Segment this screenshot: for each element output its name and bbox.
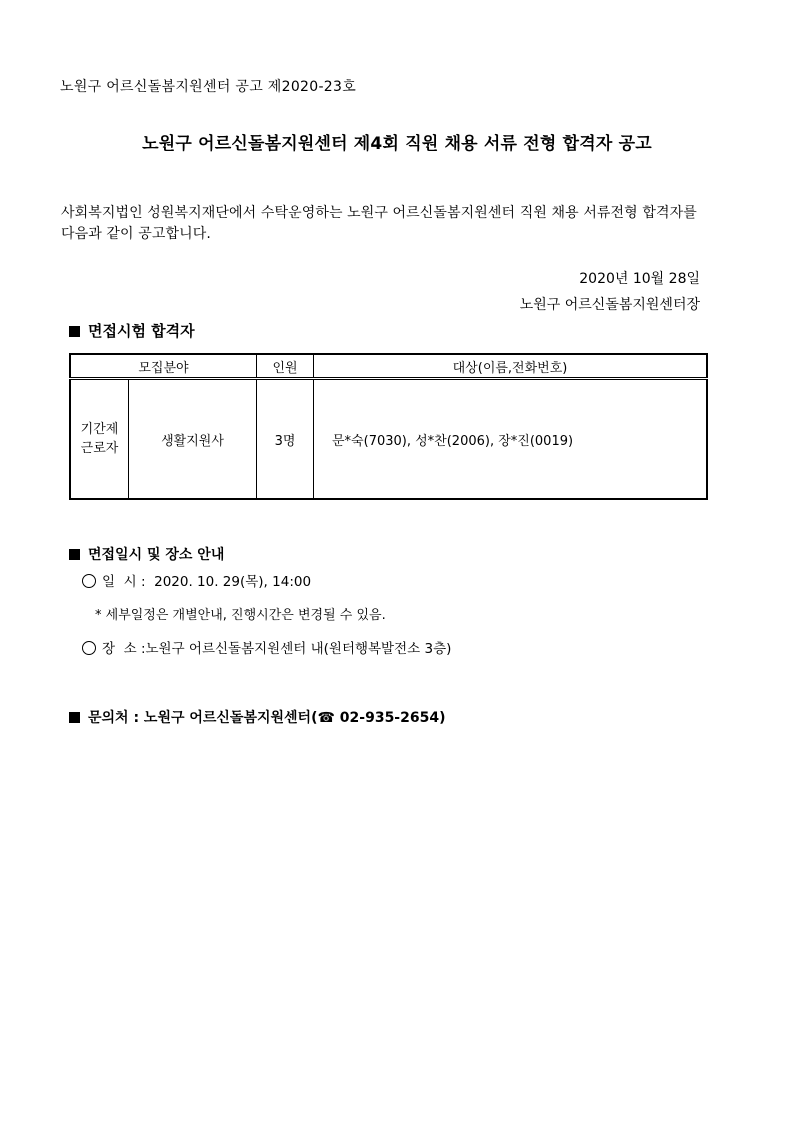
place-value: 노원구 어르신돌봄지원센터 내(원터행복발전소 3층)	[145, 641, 452, 657]
table-header-cell: 모집분야	[70, 354, 257, 379]
circle-bullet-icon	[82, 641, 96, 655]
schedule-note: * 세부일정은 개별안내, 진행시간은 변경될 수 있음.	[95, 608, 386, 623]
interview-place	[82, 637, 451, 657]
table-header-row	[70, 354, 707, 379]
position-cell: 생활지원사	[129, 379, 257, 500]
table-row	[70, 379, 707, 500]
interview-datetime	[82, 570, 311, 590]
table-header-cell: 대상(이름,전화번호)	[314, 354, 708, 379]
count-cell: 3명	[257, 379, 314, 500]
passers-table	[69, 353, 708, 500]
table-header-cell: 인원	[257, 354, 314, 379]
category-cell: 기간제 근로자	[70, 379, 129, 500]
datetime-label: 일 시 :	[102, 574, 146, 590]
section-heading-passers	[69, 320, 195, 341]
section-title: 면접시험 합격자	[88, 322, 195, 340]
square-bullet-icon	[69, 712, 80, 723]
circle-bullet-icon	[82, 574, 96, 588]
place-label: 장 소 :	[102, 641, 146, 657]
section-title: 면접일시 및 장소 안내	[88, 547, 225, 563]
contact-line	[69, 707, 445, 727]
square-bullet-icon	[69, 549, 80, 560]
announcement-date: 2020년 10월 28일	[579, 271, 700, 287]
notice-number: 노원구 어르신돌봄지원센터 공고 제2020-23호	[60, 79, 357, 95]
targets-cell: 문*숙(7030), 성*찬(2006), 장*진(0019)	[314, 379, 708, 500]
contact-text: 문의처 : 노원구 어르신돌봄지원센터(☎ 02-935-2654)	[88, 710, 446, 726]
intro-paragraph: 사회복지법인 성원복지재단에서 수탁운영하는 노원구 어르신돌봄지원센터 직원 채용 서류전형 합격자를 다음과 같이 공고합니다.	[61, 205, 697, 242]
signer-name: 노원구 어르신돌봄지원센터장	[519, 297, 700, 313]
square-bullet-icon	[69, 326, 80, 337]
datetime-value: 2020. 10. 29(목), 14:00	[154, 574, 312, 590]
document-title: 노원구 어르신돌봄지원센터 제4회 직원 채용 서류 전형 합격자 공고	[142, 134, 652, 154]
section-heading-interview	[69, 544, 224, 564]
